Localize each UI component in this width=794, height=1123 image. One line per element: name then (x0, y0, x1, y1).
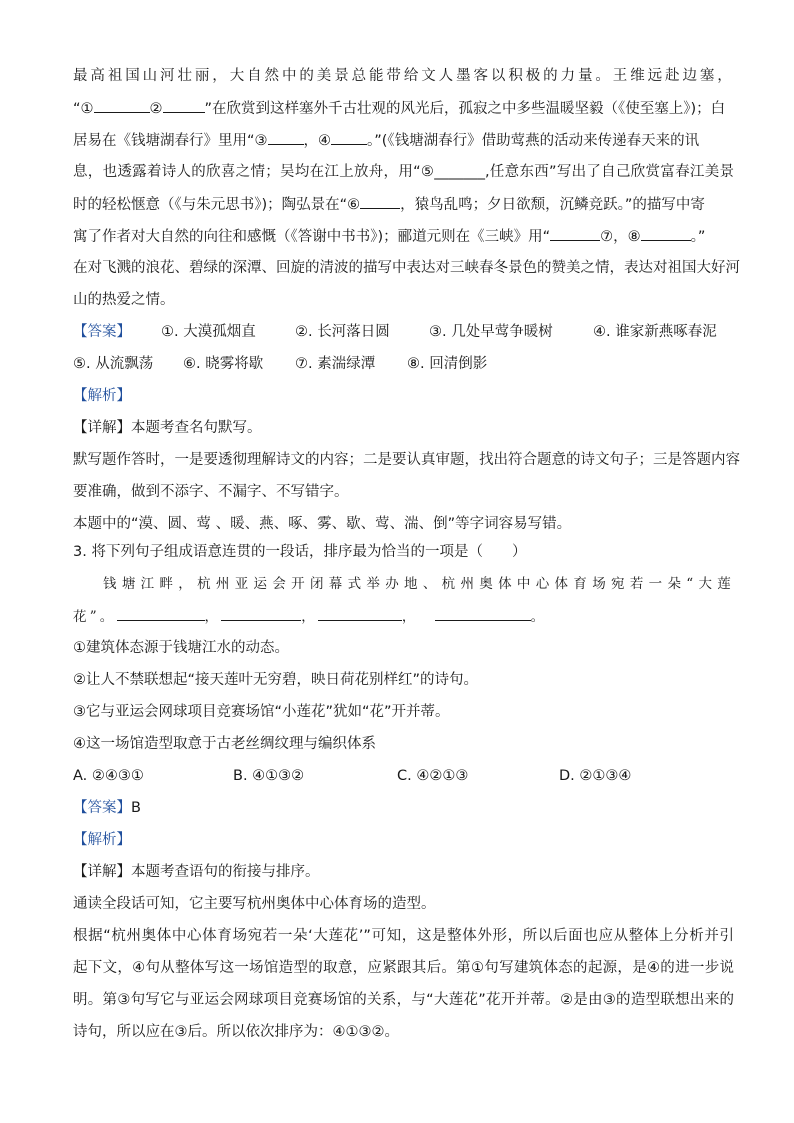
sentence-4: ④这一场馆造型取意于古老丝绸纹理与编织体系 (73, 736, 376, 752)
answer-item: ④. 谁家新燕啄春泥 (593, 324, 717, 340)
q3-explain-3: 起下文，④句从整体写这一场馆造型的取意，应紧跟其后。第①句写建筑体态的起源，是④的进一步说 (73, 960, 734, 976)
option-a: A. ②④③① (73, 768, 144, 784)
passage-line-2: “① ② ”在欣赏到这样塞外千古壮观的风光后，孤寂之中多些温暖坚毅（《使至塞上》)；白 (73, 98, 734, 119)
answer-item: ⑥. 晓雾将歇 (183, 356, 264, 372)
blank (221, 606, 301, 621)
blank-3 (268, 130, 304, 145)
blank-8 (641, 226, 691, 241)
sentence-1: ①建筑体态源于钱塘江水的动态。 (73, 640, 289, 656)
passage-line-7: 在对飞溅的浪花、碧绿的深潭、回旋的清波的描写中表达对三峡春冬景色的赞美之情，表达对祖国大好河 (73, 260, 740, 276)
q3-analysis-label: 【解析】 (73, 832, 131, 848)
passage-line-1: 最高祖国山河壮丽，大自然中的美景总能带给文人墨客以积极的力量。王维远赴边塞， (73, 68, 734, 84)
option-d: D. ②①③④ (559, 768, 632, 784)
passage-line-5: 时的轻松惬意（《与朱元思书》)；陶弘景在“⑥ ，猿鸟乱鸣；夕日欲颓，沉鳞竞跃。”的描写中寄 (73, 194, 734, 215)
option-c: C. ④②①③ (397, 768, 469, 784)
q3-stem: 3. 将下列句子组成语意连贯的一段话，排序最为恰当的一项是（ ） (73, 544, 527, 560)
q3-passage-line-1: 钱塘江畔，杭州亚运会开闭幕式举办地、杭州奥体中心体育场宛若一朵“大莲 (103, 576, 734, 592)
q3-explain-1: 通读全段话可知，它主要写杭州奥体中心体育场的造型。 (73, 896, 436, 912)
answer-item: ①. 大漠孤烟直 (161, 324, 256, 340)
blank-4 (331, 130, 367, 145)
q2-explain-1: 默写题作答时，一是要透彻理解诗文的内容；二是要认真审题，找出符合题意的诗文句子；三是答题内容 (73, 452, 740, 468)
blank-1 (94, 98, 150, 113)
blank-2 (163, 98, 205, 113)
q3-explain-5: 诗句，所以应在③后。所以依次排序为：④①③②。 (73, 1024, 399, 1040)
answer-item: ⑦. 素湍绿潭 (295, 356, 376, 372)
analysis-label: 【解析】 (73, 388, 131, 404)
blank-7 (550, 226, 600, 241)
answer-item: ②. 长河落日圆 (295, 324, 390, 340)
sentence-2: ②让人不禁联想起“接天莲叶无穷碧，映日荷花别样红”的诗句。 (73, 672, 479, 688)
passage-line-6: 寓了作者对大自然的向往和感慨（《答谢中书书》)；郦道元则在《三峡》用“ ⑦，⑧ 。” (73, 226, 734, 247)
q3-answer: 【答案】B (73, 800, 141, 816)
q2-detail: 【详解】本题考查名句默写。 (73, 420, 262, 436)
passage-line-8: 山的热爱之情。 (73, 292, 175, 308)
answer-item: ⑤. 从流飘荡 (73, 356, 154, 372)
sentence-3: ③它与亚运会网球项目竞赛场馆“小莲花”犹如“花”开并蒂。 (73, 704, 450, 720)
answer-item: ③. 几处早莺争暖树 (429, 324, 553, 340)
q3-explain-4: 明。第③句写它与亚运会网球项目竞赛场馆的关系，与“大莲花”花开并蒂。②是由③的造型联想出来的 (73, 992, 734, 1008)
q2-explain-2: 要准确，做到不添字、不漏字、不写错字。 (73, 484, 349, 500)
passage-line-4: 息，也透露着诗人的欣喜之情；吴均在江上放舟，用“⑤_______,任意东西”写出了自己欣赏富春江美景 (73, 164, 734, 180)
option-b: B. ④①③② (233, 768, 305, 784)
q3-explain-2: 根据“杭州奥体中心体育场宛若一朵‘大莲花’”可知，这是整体外形，所以后面也应从整体上分析并引 (73, 928, 734, 944)
q3-passage-line-2: 花”。 ， ， ， 。 (73, 606, 734, 627)
q3-detail: 【详解】本题考查语句的衔接与排序。 (73, 864, 320, 880)
answer-item: ⑧. 回清倒影 (407, 356, 488, 372)
q2-explain-3: 本题中的“漠、圆、莺 、暖、燕、啄、雾、歇、莺、湍、倒”等字词容易写错。 (73, 516, 572, 532)
answer-label: 【答案】 (73, 324, 131, 340)
blank (117, 606, 205, 621)
blank-6 (360, 194, 400, 209)
blank (435, 606, 531, 621)
passage-line-3: 居易在《钱塘湖春行》里用“③ ，④ 。”(《钱塘湖春行》借助莺燕的活动来传递春天来的讯 (73, 130, 734, 151)
blank (318, 606, 402, 621)
